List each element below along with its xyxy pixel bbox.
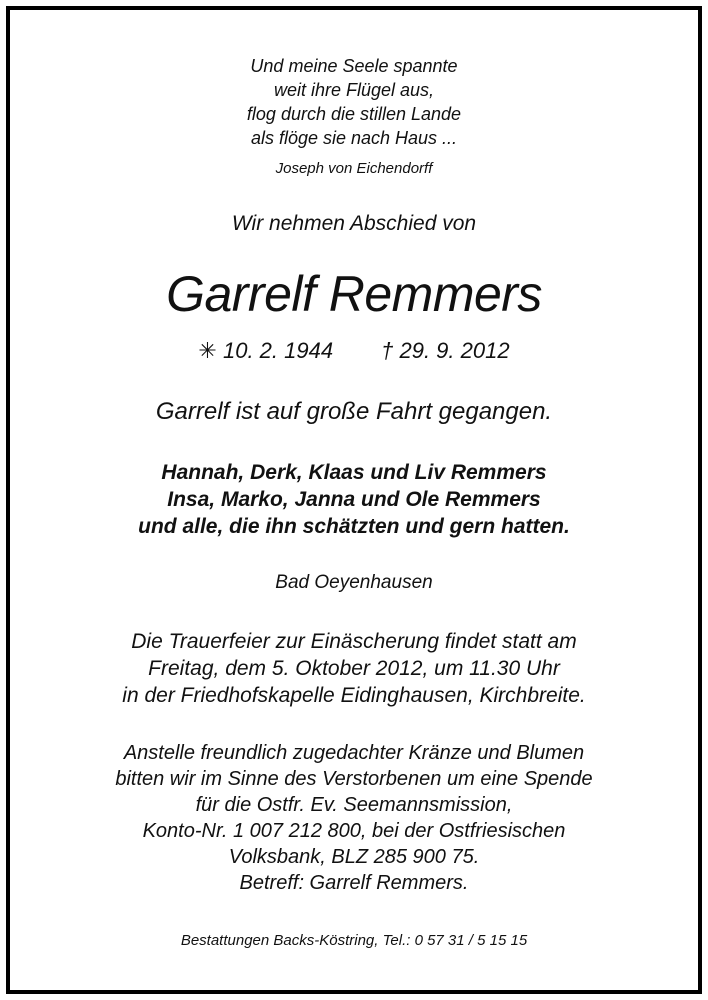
ceremony-line: Freitag, dem 5. Oktober 2012, um 11.30 Uhr: [148, 657, 560, 680]
mourner-line: Insa, Marko, Janna und Ole Remmers: [167, 488, 541, 511]
poem-author: Joseph von Eichendorff: [275, 160, 433, 177]
birth-star-icon: ✳: [198, 338, 217, 363]
ceremony-line: Die Trauerfeier zur Einäscherung findet statt am: [131, 630, 577, 653]
mourner-line: Hannah, Derk, Klaas und Liv Remmers: [161, 461, 547, 484]
poem-line: weit ihre Flügel aus,: [273, 80, 435, 100]
poem-line: flog durch die stillen Lande: [246, 104, 462, 124]
intro-text: Wir nehmen Abschied von: [231, 212, 477, 235]
motto: Garrelf ist auf große Fahrt gegangen.: [155, 398, 553, 425]
city: Bad Oeyenhausen: [275, 572, 433, 593]
death-date: 29. 9. 2012: [399, 338, 510, 363]
mourner-line: und alle, die ihn schätzten und gern hatten.: [138, 515, 570, 538]
donation-line: Volksbank, BLZ 285 900 75.: [228, 846, 480, 868]
donation-line: Anstelle freundlich zugedachter Kränze und Blumen: [123, 742, 585, 764]
poem-line: Und meine Seele spannte: [250, 56, 458, 76]
poem-line: als flöge sie nach Haus ...: [250, 128, 458, 148]
ceremony-line: in der Friedhofskapelle Eidinghausen, Kirchbreite.: [122, 684, 586, 707]
donation-line: Konto-Nr. 1 007 212 800, bei der Ostfriesischen: [142, 820, 566, 842]
death-cross-icon: †: [381, 338, 394, 363]
donation-line: bitten wir im Sinne des Verstorbenen um eine Spende: [115, 768, 593, 790]
funeral-home-contact: Bestattungen Backs-Köstring, Tel.: 0 57 31 / 5 15 15: [180, 932, 528, 949]
donation-line: Betreff: Garrelf Remmers.: [239, 872, 469, 894]
deceased-name: Garrelf Remmers: [166, 266, 542, 322]
birth-date: 10. 2. 1944: [222, 338, 334, 363]
life-dates: [10, 338, 698, 364]
obituary-frame: [6, 6, 702, 994]
donation-line: für die Ostfr. Ev. Seemannsmission,: [195, 794, 513, 816]
